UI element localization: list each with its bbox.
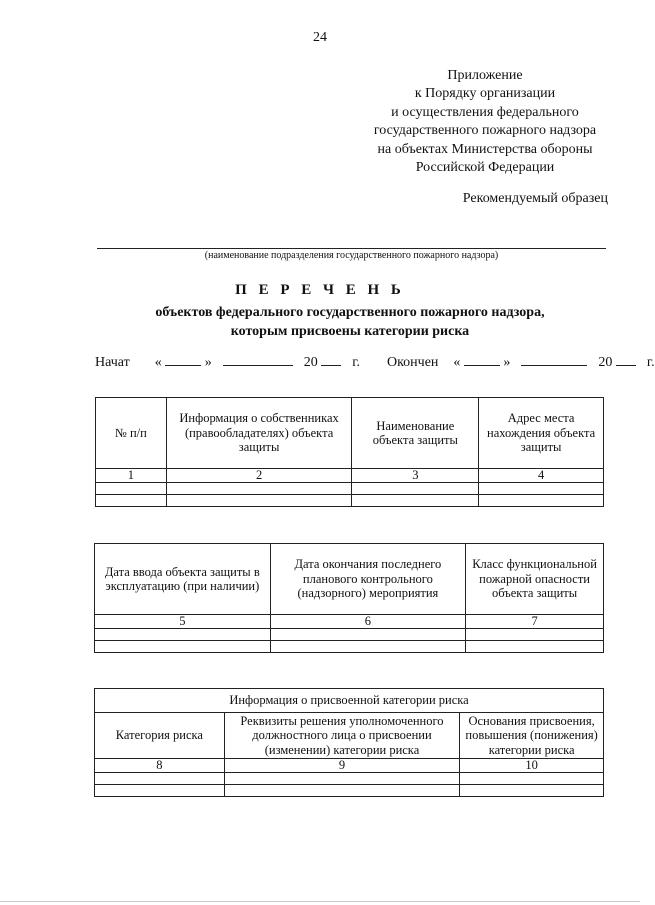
header-address: Адрес места нахождения объекта защиты bbox=[479, 398, 604, 469]
empty-cell[interactable] bbox=[224, 773, 460, 785]
table-row bbox=[95, 641, 604, 653]
start-year-suffix: г. bbox=[352, 355, 360, 370]
column-number: 5 bbox=[95, 615, 271, 629]
column-number: 3 bbox=[352, 469, 479, 483]
risk-category-group-header: Информация о присвоенной категории риска bbox=[95, 689, 604, 713]
end-year-suffix: г. bbox=[646, 355, 655, 370]
objects-table-2 bbox=[94, 543, 604, 653]
org-name-line bbox=[97, 248, 606, 249]
header-risk-category: Категория риска bbox=[95, 713, 225, 759]
appendix-line: Приложение bbox=[447, 68, 523, 83]
empty-cell[interactable] bbox=[96, 495, 167, 507]
empty-cell[interactable] bbox=[96, 483, 167, 495]
end-label: Окончен bbox=[386, 355, 439, 370]
empty-cell[interactable] bbox=[352, 483, 479, 495]
objects-table-1 bbox=[95, 397, 604, 507]
empty-cell[interactable] bbox=[270, 641, 466, 653]
header-decision-details: Реквизиты решения уполномоченного должностного лица о присвоении (изменении) категории риска bbox=[224, 713, 460, 759]
close-quote: » bbox=[503, 355, 511, 370]
start-year-prefix: 20 bbox=[303, 355, 318, 370]
sample-label: Рекомендуемый образец bbox=[462, 191, 608, 206]
open-quote: « bbox=[453, 355, 461, 370]
table-row bbox=[95, 629, 604, 641]
risk-category-table bbox=[94, 688, 604, 797]
empty-cell[interactable] bbox=[166, 483, 352, 495]
column-number: 10 bbox=[460, 759, 604, 773]
appendix-line: на объектах Министерства обороны bbox=[377, 141, 593, 157]
end-month-blank bbox=[521, 352, 587, 366]
empty-cell[interactable] bbox=[95, 641, 271, 653]
start-label: Начат bbox=[95, 355, 130, 370]
empty-cell[interactable] bbox=[479, 483, 604, 495]
header-owners: Информация о собственниках (правообладателях) объекта защиты bbox=[166, 398, 352, 469]
column-number: 9 bbox=[224, 759, 460, 773]
empty-cell[interactable] bbox=[95, 629, 271, 641]
document-title: П Е Р Е Ч Е Н Ь bbox=[235, 282, 405, 298]
date-row bbox=[95, 352, 655, 371]
column-number: 6 bbox=[270, 615, 466, 629]
column-number: 4 bbox=[479, 469, 604, 483]
appendix-line: к Порядку организации bbox=[414, 86, 556, 102]
open-quote: « bbox=[154, 355, 162, 370]
table-row bbox=[95, 773, 604, 785]
table-row bbox=[95, 785, 604, 797]
column-number: 7 bbox=[466, 615, 604, 629]
start-month-blank bbox=[223, 352, 293, 366]
end-day-blank bbox=[464, 352, 500, 366]
empty-cell[interactable] bbox=[270, 629, 466, 641]
org-name-caption: (наименование подразделения государственного пожарного надзора) bbox=[204, 250, 499, 261]
table-row bbox=[96, 483, 604, 495]
page-edge-rule bbox=[0, 901, 640, 902]
empty-cell[interactable] bbox=[352, 495, 479, 507]
header-fire-hazard-class: Класс функциональной пожарной опасности объекта защиты bbox=[466, 544, 604, 615]
empty-cell[interactable] bbox=[466, 629, 604, 641]
end-year-blank bbox=[616, 352, 636, 366]
header-commissioning-date: Дата ввода объекта защиты в эксплуатацию (при наличии) bbox=[95, 544, 271, 615]
column-number: 2 bbox=[166, 469, 352, 483]
appendix-line: и осуществления федерального bbox=[391, 104, 579, 120]
start-day-blank bbox=[165, 352, 201, 366]
subtitle-line: объектов федерального государственного пожарного надзора, bbox=[155, 305, 545, 320]
header-number: № п/п bbox=[96, 398, 167, 469]
empty-cell[interactable] bbox=[466, 641, 604, 653]
appendix-line: Российской Федерации bbox=[415, 160, 555, 176]
empty-cell[interactable] bbox=[460, 773, 604, 785]
empty-cell[interactable] bbox=[479, 495, 604, 507]
header-object-name: Наименование объекта защиты bbox=[352, 398, 479, 469]
table-row bbox=[96, 495, 604, 507]
start-year-blank bbox=[321, 352, 341, 366]
column-number: 1 bbox=[96, 469, 167, 483]
document-subtitle bbox=[60, 303, 640, 341]
empty-cell[interactable] bbox=[166, 495, 352, 507]
subtitle-line: которым присвоены категории риска bbox=[230, 324, 470, 339]
page-number: 24 bbox=[313, 30, 327, 45]
header-last-inspection-date: Дата окончания последнего планового контрольного (надзорного) мероприятия bbox=[270, 544, 466, 615]
appendix-line: государственного пожарного надзора bbox=[373, 123, 597, 139]
header-grounds: Основания присвоения, повышения (понижения) категории риска bbox=[460, 713, 604, 759]
empty-cell[interactable] bbox=[460, 785, 604, 797]
close-quote: » bbox=[204, 355, 212, 370]
appendix-block bbox=[330, 67, 640, 177]
column-number: 8 bbox=[95, 759, 225, 773]
empty-cell[interactable] bbox=[95, 785, 225, 797]
end-year-prefix: 20 bbox=[598, 355, 613, 370]
empty-cell[interactable] bbox=[95, 773, 225, 785]
empty-cell[interactable] bbox=[224, 785, 460, 797]
